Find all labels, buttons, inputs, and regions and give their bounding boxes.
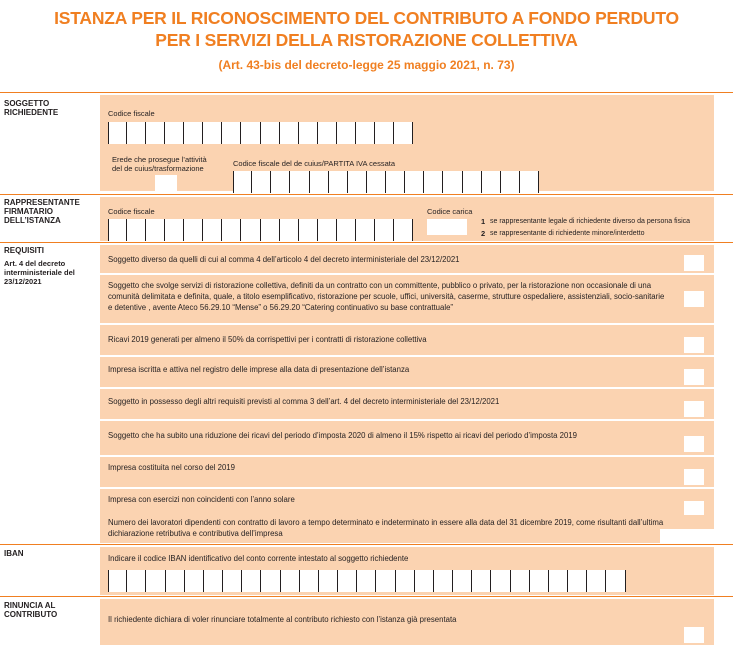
char-cell bbox=[166, 570, 185, 592]
char-cell bbox=[108, 570, 127, 592]
section-iban bbox=[0, 544, 733, 596]
char-cell bbox=[242, 570, 261, 592]
char-cell bbox=[375, 122, 394, 144]
section-soggetto-richiedente bbox=[0, 92, 733, 194]
char-cell bbox=[280, 122, 299, 144]
char-cell bbox=[367, 171, 386, 193]
char-cell bbox=[271, 171, 290, 193]
rinuncia-panel bbox=[100, 599, 714, 645]
char-cell bbox=[108, 122, 127, 144]
char-cell bbox=[463, 171, 482, 193]
requisito-row bbox=[100, 245, 714, 273]
erede-label-line2: del de cuius/trasformazione bbox=[112, 164, 204, 173]
char-cell bbox=[424, 171, 443, 193]
char-cell bbox=[434, 570, 453, 592]
char-cell bbox=[511, 570, 530, 592]
char-cell bbox=[482, 171, 501, 193]
form-title-line1: ISTANZA PER IL RICONOSCIMENTO DEL CONTRIBUTO A FONDO PERDUTO bbox=[54, 8, 679, 28]
requisito-text: Impresa costituita nel corso del 2019 bbox=[108, 463, 235, 472]
carica-1-number: 1 bbox=[481, 217, 486, 226]
form-subtitle: (Art. 43-bis del decreto-legge 25 maggio 2021, n. 73) bbox=[218, 58, 515, 72]
char-cell bbox=[203, 219, 222, 241]
char-cell bbox=[223, 570, 242, 592]
char-cell bbox=[300, 570, 319, 592]
section-label-soggetto: SOGGETTO RICHIEDENTE bbox=[4, 99, 59, 117]
rinuncia-text: Il richiedente dichiara di voler rinunciare totalmente al contributo richiesto con l’istanza già presentata bbox=[108, 615, 457, 624]
char-cell bbox=[501, 171, 520, 193]
requisiti-sublabel: Art. 4 del decreto interministeriale del 23/12/2021 bbox=[4, 259, 75, 286]
requisito-row bbox=[100, 389, 714, 419]
char-cell bbox=[318, 219, 337, 241]
requisito-row bbox=[100, 325, 714, 355]
char-cell bbox=[241, 219, 260, 241]
char-cell bbox=[356, 219, 375, 241]
char-cell bbox=[184, 219, 203, 241]
char-cell bbox=[376, 570, 395, 592]
char-cell bbox=[357, 570, 376, 592]
requisito-text: Ricavi 2019 generati per almeno il 50% da corrispettivi per i contratti di ristorazione collettiva bbox=[108, 335, 427, 344]
char-cell bbox=[329, 171, 348, 193]
char-cell bbox=[299, 219, 318, 241]
char-cell bbox=[375, 219, 394, 241]
char-cell bbox=[348, 171, 367, 193]
char-cell bbox=[222, 122, 241, 144]
char-cell bbox=[520, 171, 539, 193]
char-cell bbox=[530, 570, 549, 592]
requisito-row bbox=[100, 457, 714, 487]
cf-cuius-label: Codice fiscale del de cuius/PARTITA IVA cessata bbox=[233, 159, 396, 168]
char-cell bbox=[127, 570, 146, 592]
soggetto-panel bbox=[100, 95, 714, 191]
char-cell bbox=[318, 122, 337, 144]
codice-fiscale-input[interactable] bbox=[108, 122, 413, 144]
erede-checkbox[interactable] bbox=[155, 175, 177, 191]
requisito-text: Soggetto che ha subito una riduzione dei ricavi del periodo d’imposta 2020 di almeno il 15% rispetto ai ricavi del periodo d’imposta 2019 bbox=[108, 431, 577, 440]
requisito-checkbox[interactable] bbox=[684, 291, 704, 307]
requisito-checkbox[interactable] bbox=[684, 369, 704, 385]
char-cell bbox=[108, 219, 127, 241]
section-label-iban: IBAN bbox=[4, 549, 24, 558]
char-cell bbox=[491, 570, 510, 592]
char-cell bbox=[453, 570, 472, 592]
requisito-text: Impresa con esercizi non coincidenti con l’anno solare bbox=[108, 495, 295, 504]
char-cell bbox=[261, 570, 280, 592]
char-cell bbox=[146, 122, 165, 144]
char-cell bbox=[241, 122, 260, 144]
char-cell bbox=[184, 122, 203, 144]
char-cell bbox=[356, 122, 375, 144]
requisito-row bbox=[100, 421, 714, 455]
char-cell bbox=[568, 570, 587, 592]
requisito-row bbox=[100, 275, 714, 323]
char-cell bbox=[233, 171, 252, 193]
char-cell bbox=[222, 219, 241, 241]
char-cell bbox=[146, 219, 165, 241]
char-cell bbox=[185, 570, 204, 592]
codice-carica-input[interactable] bbox=[427, 219, 467, 235]
iban-input[interactable] bbox=[108, 570, 626, 592]
char-cell bbox=[204, 570, 223, 592]
char-cell bbox=[261, 219, 280, 241]
char-cell bbox=[443, 171, 462, 193]
char-cell bbox=[281, 570, 300, 592]
requisito-checkbox[interactable] bbox=[684, 255, 704, 271]
cf-cuius-input[interactable] bbox=[233, 171, 539, 193]
iban-instruction: Indicare il codice IBAN identificativo del conto corrente intestato al soggetto richiedente bbox=[108, 554, 409, 563]
rinuncia-checkbox[interactable] bbox=[684, 627, 704, 643]
char-cell bbox=[338, 570, 357, 592]
char-cell bbox=[394, 219, 413, 241]
char-cell bbox=[549, 570, 568, 592]
char-cell bbox=[127, 122, 146, 144]
char-cell bbox=[127, 219, 146, 241]
char-cell bbox=[299, 122, 318, 144]
erede-label-line1: Erede che prosegue l’attività bbox=[112, 155, 207, 164]
char-cell bbox=[394, 122, 413, 144]
section-label-requisiti: REQUISITI bbox=[4, 246, 45, 255]
char-cell bbox=[165, 122, 184, 144]
requisito-text: Soggetto che svolge servizi di ristorazione collettiva, definiti da un contratto con un committente, pubblico o privato, per la ristorazione non occasionale di una comunità delimitata e definita, quale, a titolo esemplificativo, ristorazione per scuole, uffici, università, caserme, strutture ospedaliere, assistenziali, socio-sanitarie e detentive , avente Ateco 56.29.10 “Mense” o 56.29.20 “Catering continuativo su base contrattuale” bbox=[108, 281, 665, 312]
char-cell bbox=[337, 122, 356, 144]
carica-2-number: 2 bbox=[481, 229, 486, 238]
section-label-rinuncia: RINUNCIA AL CONTRIBUTO bbox=[4, 601, 58, 619]
char-cell bbox=[415, 570, 434, 592]
requisito-text: Soggetto in possesso degli altri requisiti previsti al comma 3 dell’art. 4 del decreto interministeriale del 23/12/2021 bbox=[108, 397, 500, 406]
char-cell bbox=[280, 219, 299, 241]
requisito-text: Numero dei lavoratori dipendenti con contratto di lavoro a tempo determinato e indeterminato in essere alla data del 31 dicembre 2019, come risultanti dall’ultima dichiarazione retributiva e contributiva dell’impresa bbox=[108, 518, 664, 538]
char-cell bbox=[203, 122, 222, 144]
requisito-row-dipendenti bbox=[100, 515, 714, 543]
rappresentante-panel bbox=[100, 197, 714, 241]
char-cell bbox=[261, 122, 280, 144]
form-title-line2: PER I SERVIZI DELLA RISTORAZIONE COLLETTIVA bbox=[155, 30, 578, 50]
requisito-checkbox[interactable] bbox=[684, 436, 704, 452]
section-label-rappresentante: RAPPRESENTANTE FIRMATARIO DELL’ISTANZA bbox=[4, 198, 80, 225]
codice-fiscale-label: Codice fiscale bbox=[108, 109, 155, 118]
char-cell bbox=[146, 570, 165, 592]
char-cell bbox=[290, 171, 309, 193]
requisito-checkbox[interactable] bbox=[684, 401, 704, 417]
requisito-checkbox[interactable] bbox=[684, 337, 704, 353]
char-cell bbox=[310, 171, 329, 193]
char-cell bbox=[165, 219, 184, 241]
char-cell bbox=[386, 171, 405, 193]
section-rinuncia bbox=[0, 596, 733, 645]
requisito-text: Soggetto diverso da quelli di cui al comma 4 dell’articolo 4 del decreto interministeriale del 23/12/2021 bbox=[108, 255, 460, 264]
iban-panel bbox=[100, 547, 714, 595]
char-cell bbox=[319, 570, 338, 592]
codice-carica-label: Codice carica bbox=[427, 207, 473, 216]
requisito-checkbox[interactable] bbox=[684, 469, 704, 485]
char-cell bbox=[405, 171, 424, 193]
numero-dipendenti-input[interactable] bbox=[660, 529, 714, 543]
char-cell bbox=[472, 570, 491, 592]
requisito-row bbox=[100, 357, 714, 387]
rappr-codice-fiscale-label: Codice fiscale bbox=[108, 207, 155, 216]
rappr-codice-fiscale-input[interactable] bbox=[108, 219, 413, 241]
char-cell bbox=[606, 570, 625, 592]
section-rappresentante bbox=[0, 194, 733, 242]
char-cell bbox=[337, 219, 356, 241]
char-cell bbox=[252, 171, 271, 193]
char-cell bbox=[587, 570, 606, 592]
section-requisiti bbox=[0, 242, 733, 544]
carica-1-text: se rappresentante legale di richiedente diverso da persona fisica bbox=[490, 218, 691, 225]
char-cell bbox=[396, 570, 415, 592]
carica-2-text: se rappresentante di richiedente minore/interdetto bbox=[490, 230, 645, 237]
requisito-text: Impresa iscritta e attiva nel registro delle imprese alla data di presentazione dell’istanza bbox=[108, 365, 410, 374]
